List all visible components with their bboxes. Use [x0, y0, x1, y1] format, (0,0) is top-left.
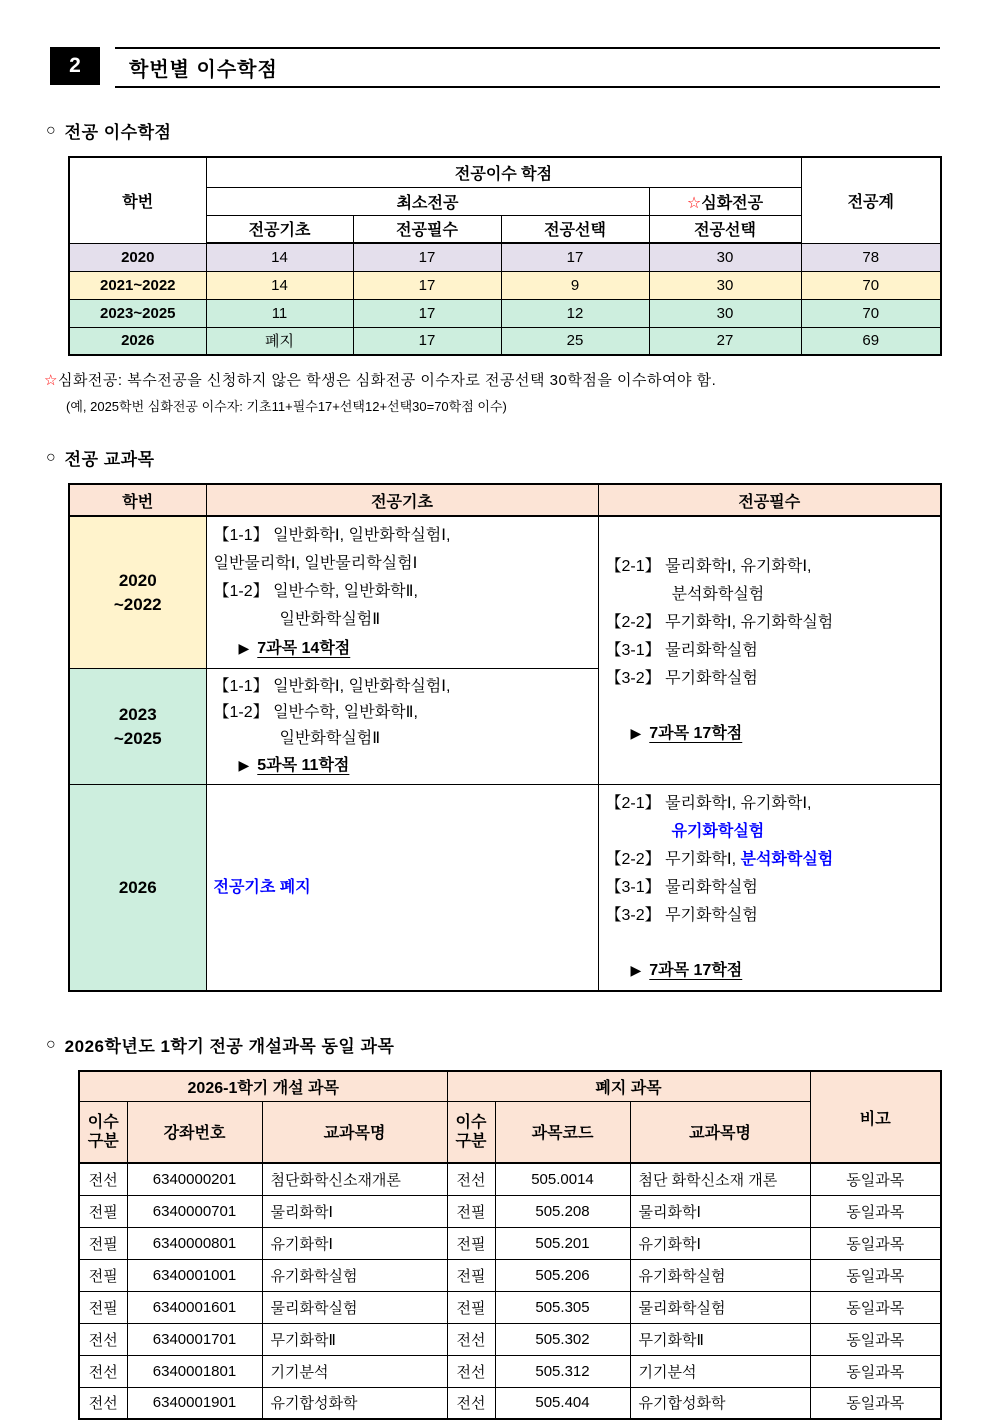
course-line [606, 846, 935, 874]
cell-total: 70 [801, 299, 941, 327]
star-icon: ☆ [44, 372, 58, 389]
table-row [69, 785, 941, 992]
header-cell-name-open: 교과목명 [262, 1101, 447, 1163]
cell-isu-open: 전필 [79, 1291, 127, 1323]
header-cell-class-no: 강좌번호 [127, 1101, 262, 1163]
page-title: 학번별 이수학점 [129, 59, 278, 81]
cell-name-open: 기기분석 [262, 1355, 447, 1387]
header-cell-hakbeon: 학번 [69, 484, 206, 516]
table-row [79, 1163, 941, 1195]
header-cell-pilsu: 전공필수 [353, 215, 501, 243]
table-row [69, 271, 941, 299]
footnote-text: 심화전공: 복수전공을 신청하지 않은 학생은 심화전공 이수자로 전공선택 30학점을 이수하여야 함. [57, 372, 717, 389]
cell-note: 동일과목 [810, 1227, 941, 1259]
cell-pilsu: 17 [353, 299, 501, 327]
course-line: 【2-1】 물리화학Ⅰ, 유기화학Ⅰ, [605, 558, 812, 575]
header-cell-pilsu: 전공필수 [598, 484, 941, 516]
cell-deep-seontaek: 30 [649, 243, 801, 271]
cell-code: 505.0014 [495, 1163, 630, 1195]
header-cell-name-closed: 교과목명 [630, 1101, 810, 1163]
footnote-line-1 [44, 369, 940, 390]
course-line: 일반화학실험Ⅱ [279, 611, 381, 628]
cell-note: 동일과목 [810, 1259, 941, 1291]
circle-bullet-icon: ○ [46, 121, 56, 139]
table-row [79, 1387, 941, 1419]
cell-isu-closed: 전필 [447, 1195, 495, 1227]
cohort-line-1: 2023 [118, 704, 157, 724]
courses-table [68, 483, 942, 992]
header-cell-group: 전공이수 학점 [206, 157, 801, 187]
cell-gicho: 14 [206, 271, 353, 299]
course-line: 【3-2】 무기화학실험 [605, 670, 758, 687]
cell-name-closed: 유기화학Ⅰ [630, 1227, 810, 1259]
course-line: 【2-1】 물리화학Ⅰ, 유기화학Ⅰ, [605, 795, 812, 812]
header-cell-note: 비고 [810, 1071, 941, 1163]
cell-pilsu-courses-2026 [598, 785, 941, 992]
page-header [50, 47, 940, 88]
cell-isu-closed: 전필 [447, 1227, 495, 1259]
course-line-part-highlight: 분석화학실험 [740, 851, 834, 868]
cell-code: 505.404 [495, 1387, 630, 1419]
gicho-removed-text: 전공기초 폐지 [213, 878, 311, 896]
cell-seontaek: 17 [501, 243, 649, 271]
credits-table [68, 156, 942, 356]
cell-isu-open: 전선 [79, 1163, 127, 1195]
star-icon: ☆ [686, 194, 702, 212]
arrow-icon: ▶ [238, 757, 250, 773]
course-line: 일반화학실험Ⅱ [279, 730, 381, 747]
table-row [69, 243, 941, 271]
cell-seontaek: 12 [501, 299, 649, 327]
cell-class-no: 6340000701 [127, 1195, 262, 1227]
course-line: 【1-2】 일반수학, 일반화학Ⅱ, [213, 704, 418, 721]
course-line: 분석화학실험 [671, 586, 765, 603]
cell-hakbeon: 2026 [69, 327, 206, 355]
course-line: 【1-1】 일반화학Ⅰ, 일반화학실험Ⅰ, [213, 527, 451, 544]
cell-gicho: 11 [206, 299, 353, 327]
arrow-icon: ▶ [238, 640, 250, 656]
cell-name-closed: 물리화학실험 [630, 1291, 810, 1323]
cell-note: 동일과목 [810, 1387, 941, 1419]
course-line: 유기화학실험 [671, 823, 765, 840]
cohort-line-1: 2026 [118, 877, 157, 897]
section-heading-major-credits [46, 118, 940, 143]
cell-isu-open: 전선 [79, 1323, 127, 1355]
header-cell-gicho: 전공기초 [206, 484, 598, 516]
table-row [79, 1259, 941, 1291]
cell-class-no: 6340001601 [127, 1291, 262, 1323]
cell-note: 동일과목 [810, 1323, 941, 1355]
cell-isu-closed: 전선 [447, 1355, 495, 1387]
cell-name-open: 물리화학Ⅰ [262, 1195, 447, 1227]
cohort-line-2: ~2025 [113, 728, 162, 748]
cell-pilsu-courses-merged [598, 516, 941, 785]
cell-name-open: 물리화학실험 [262, 1291, 447, 1323]
header-cell-isu-open: 이수구분 [79, 1101, 127, 1163]
course-summary [214, 634, 592, 663]
cell-deep-seontaek: 30 [649, 299, 801, 327]
sum-text: 5과목 11학점 [257, 757, 350, 774]
cell-total: 69 [801, 327, 941, 355]
cell-gicho-courses [206, 669, 598, 785]
cell-name-open: 무기화학Ⅱ [262, 1323, 447, 1355]
cell-name-closed: 기기분석 [630, 1355, 810, 1387]
arrow-icon: ▶ [630, 962, 642, 978]
table-row [79, 1323, 941, 1355]
section-heading-text: 전공 교과목 [64, 450, 155, 469]
mapping-header-row-1 [79, 1071, 941, 1101]
cell-cohort-2023-2025 [69, 669, 206, 785]
cell-pilsu: 17 [353, 271, 501, 299]
cell-gicho-removed [206, 785, 598, 992]
circle-bullet-icon: ○ [46, 448, 56, 466]
cell-name-closed: 유기화학실험 [630, 1259, 810, 1291]
cell-note: 동일과목 [810, 1163, 941, 1195]
cell-name-closed: 첨단 화학신소재 개론 [630, 1163, 810, 1195]
header-cell-min-major: 최소전공 [206, 187, 649, 215]
section-heading-major-courses [46, 445, 940, 470]
cell-class-no: 6340001001 [127, 1259, 262, 1291]
header-cell-open-group: 2026-1학기 개설 과목 [79, 1071, 447, 1101]
circle-bullet-icon: ○ [46, 1035, 56, 1053]
cell-hakbeon: 2020 [69, 243, 206, 271]
cohort-line-2: ~2022 [113, 594, 162, 614]
table-row [69, 327, 941, 355]
header-cell-seontaek: 전공선택 [501, 215, 649, 243]
page-title-bar [115, 47, 940, 88]
header-cell-closed-group: 폐지 과목 [447, 1071, 810, 1101]
cell-deep-seontaek: 27 [649, 327, 801, 355]
cell-total: 78 [801, 243, 941, 271]
table-row [79, 1291, 941, 1323]
header-cell-deep-major [649, 187, 801, 215]
header-cell-code: 과목코드 [495, 1101, 630, 1163]
cell-code: 505.206 [495, 1259, 630, 1291]
cell-cohort-2026 [69, 785, 206, 992]
cell-code: 505.305 [495, 1291, 630, 1323]
section-heading-same-courses [46, 1032, 940, 1057]
cell-hakbeon: 2021~2022 [69, 271, 206, 299]
cell-gicho: 폐지 [206, 327, 353, 355]
section-number-badge [50, 47, 100, 85]
credits-header-row-1 [69, 157, 941, 187]
cell-note: 동일과목 [810, 1195, 941, 1227]
cell-code: 505.208 [495, 1195, 630, 1227]
cell-isu-open: 전필 [79, 1259, 127, 1291]
cell-name-open: 유기화학Ⅰ [262, 1227, 447, 1259]
sum-text: 7과목 14학점 [257, 640, 351, 657]
cell-seontaek: 9 [501, 271, 649, 299]
arrow-icon: ▶ [630, 725, 642, 741]
cell-code: 505.201 [495, 1227, 630, 1259]
header-cell-deep-seontaek: 전공선택 [649, 215, 801, 243]
course-line: 【3-2】 무기화학실험 [605, 907, 758, 924]
course-summary [214, 752, 592, 779]
cell-code: 505.312 [495, 1355, 630, 1387]
header-cell-gicho: 전공기초 [206, 215, 353, 243]
cell-seontaek: 25 [501, 327, 649, 355]
sum-text: 7과목 17학점 [649, 725, 743, 742]
header-cell-isu-closed: 이수구분 [447, 1101, 495, 1163]
cell-deep-seontaek: 30 [649, 271, 801, 299]
cell-isu-closed: 전선 [447, 1387, 495, 1419]
course-line: 【2-2】 무기화학Ⅰ, 유기화학실험 [605, 614, 834, 631]
course-line: 【1-1】 일반화학Ⅰ, 일반화학실험Ⅰ, [213, 678, 451, 695]
sum-text: 7과목 17학점 [649, 962, 743, 979]
course-summary [606, 956, 935, 985]
header-cell-hakbeon: 학번 [69, 157, 206, 243]
mapping-table [78, 1070, 942, 1420]
cell-gicho-courses [206, 516, 598, 669]
cell-hakbeon: 2023~2025 [69, 299, 206, 327]
cell-isu-closed: 전필 [447, 1259, 495, 1291]
course-summary [606, 719, 935, 748]
cell-class-no: 6340001701 [127, 1323, 262, 1355]
cell-name-open: 첨단화학신소재개론 [262, 1163, 447, 1195]
footnote-line-2: (예, 2025학번 심화전공 이수자: 기초11+필수17+선택12+선택30=70학점 이수) [66, 399, 507, 414]
cell-class-no: 6340000801 [127, 1227, 262, 1259]
cell-class-no: 6340001901 [127, 1387, 262, 1419]
course-line: 일반물리학Ⅰ, 일반물리학실험Ⅰ [213, 555, 418, 572]
cell-class-no: 6340001801 [127, 1355, 262, 1387]
cell-note: 동일과목 [810, 1291, 941, 1323]
cell-pilsu: 17 [353, 243, 501, 271]
header-cell-total: 전공계 [801, 157, 941, 243]
section-heading-text: 전공 이수학점 [64, 123, 172, 142]
course-line: 【3-1】 물리화학실험 [605, 879, 758, 896]
course-line-part: 【2-2】 무기화학Ⅰ, [605, 851, 741, 868]
cell-name-open: 유기화학실험 [262, 1259, 447, 1291]
course-line: 【3-1】 물리화학실험 [605, 642, 758, 659]
cell-pilsu: 17 [353, 327, 501, 355]
courses-header-row [69, 484, 941, 516]
cell-class-no: 6340000201 [127, 1163, 262, 1195]
cell-note: 동일과목 [810, 1355, 941, 1387]
section-number: 2 [69, 54, 81, 77]
cell-isu-closed: 전선 [447, 1163, 495, 1195]
cell-name-open: 유기합성화학 [262, 1387, 447, 1419]
table-row [69, 299, 941, 327]
table-row [79, 1195, 941, 1227]
cell-isu-closed: 전필 [447, 1291, 495, 1323]
deep-major-footnote [44, 369, 940, 415]
cell-isu-open: 전선 [79, 1355, 127, 1387]
deep-major-label: 심화전공 [701, 194, 764, 212]
section-heading-text: 2026학년도 1학기 전공 개설과목 동일 과목 [64, 1037, 395, 1056]
cell-isu-open: 전필 [79, 1195, 127, 1227]
cohort-line-1: 2020 [118, 570, 157, 590]
cell-cohort-2020-2022 [69, 516, 206, 669]
cell-name-closed: 물리화학Ⅰ [630, 1195, 810, 1227]
cell-isu-open: 전필 [79, 1227, 127, 1259]
cell-gicho: 14 [206, 243, 353, 271]
cell-isu-closed: 전선 [447, 1323, 495, 1355]
course-line: 【1-2】 일반수학, 일반화학Ⅱ, [213, 583, 418, 600]
table-row [79, 1227, 941, 1259]
table-row [69, 516, 941, 669]
cell-total: 70 [801, 271, 941, 299]
cell-code: 505.302 [495, 1323, 630, 1355]
cell-name-closed: 무기화학Ⅱ [630, 1323, 810, 1355]
cell-isu-open: 전선 [79, 1387, 127, 1419]
table-row [79, 1355, 941, 1387]
cell-name-closed: 유기합성화학 [630, 1387, 810, 1419]
